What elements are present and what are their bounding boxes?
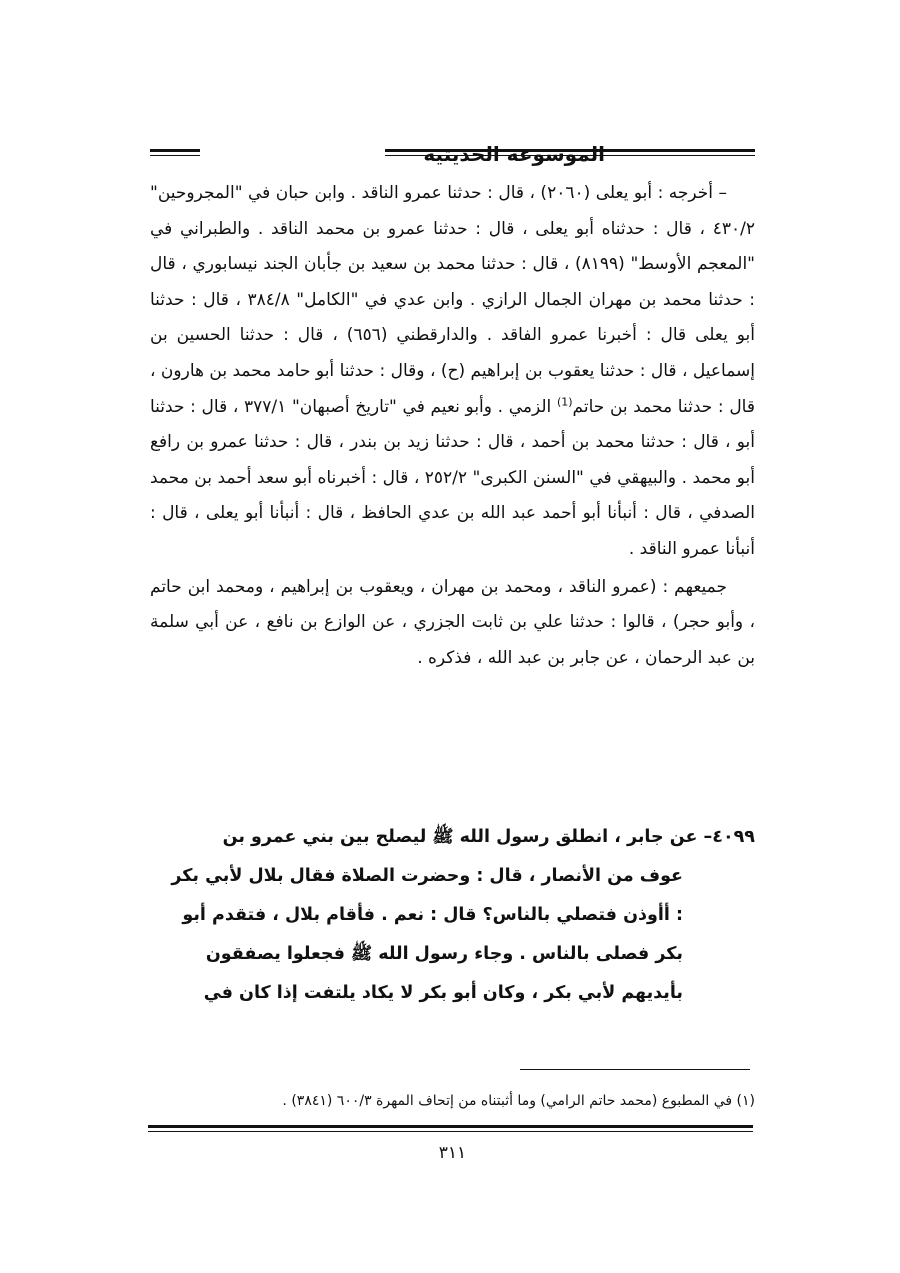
hadith-line: بكر فصلى بالناس . وجاء رسول الله ﷺ فجعلوا يصفقون bbox=[205, 944, 683, 964]
running-title: الموسوعة الحديثية bbox=[423, 142, 605, 166]
takhrij-paragraph bbox=[150, 176, 755, 568]
hadith-line: ٤٠٩٩– عن جابر ، انطلق رسول الله ﷺ ليصلح بين بني عمرو بن bbox=[222, 827, 755, 847]
footnote-reference: (1) bbox=[556, 394, 573, 408]
hadith-line: عوف من الأنصار ، قال : وحضرت الصلاة فقال بلال لأبي بكر bbox=[171, 866, 683, 886]
hadith-block bbox=[150, 818, 755, 1013]
hadith-line: : أأوذن فتصلي بالناس؟ قال : نعم . فأقام بلال ، فتقدم أبو bbox=[182, 905, 683, 925]
footnote-separator bbox=[520, 1069, 750, 1070]
takhrij-paragraph-text-continued: الزمي . وأبو نعيم في "تاريخ أصبهان" ٣٧٧/١ ، قال : حدثنا أبو ، قال : حدثنا محمد بن أحمد ، قال : حدثنا زيد بن بندر ، قال : حدثنا عمرو بن رافع أبو محمد . والبيهقي في "السنن الكبرى" ٢٥٢/٢ ، قال : أخبرناه أبو سعد أحمد بن محمد الصدفي ، قال : أنبأنا أبو أحمد عبد الله بن عدي الحافظ ، قال : أنبأنا أبو يعلى ، قال : أنبأنا عمرو الناقد . bbox=[150, 396, 755, 559]
footer-rule bbox=[148, 1125, 753, 1132]
takhrij-paragraph-text: – أخرجه : أبو يعلى (٢٠٦٠) ، قال : حدثنا عمرو الناقد . وابن حبان في "المجروحين" ٤٣٠/٢ ، قال : حدثناه أبو يعلى ، قال : حدثنا عمرو بن محمد الناقد . والطبراني في "المعجم الأوسط" (٨١٩٩) ، قال : حدثنا محمد بن سعيد بن جأبان الجند نيسابوري ، قال : حدثنا محمد بن مهران الجمال الرازي . وابن عدي في "الكامل" ٣٨٤/٨ ، قال : حدثنا أبو يعلى قال : أخبرنا عمرو الفاقد . والدارقطني (٦٥٦) ، قال : حدثنا الحسين بن إسماعيل ، قال : حدثنا يعقوب بن إبراهيم (ح) ، وقال : حدثنا أبو حامد محمد بن هارون ، قال : حدثنا محمد بن حاتم bbox=[150, 183, 756, 417]
takhrij-text bbox=[150, 176, 755, 676]
footnote: (١) في المطبوع (محمد حاتم الرامي) وما أثبتناه من إتحاف المهرة ٦٠٠/٣ (٣٨٤١) . bbox=[282, 1093, 755, 1109]
header-rule-right bbox=[385, 149, 755, 156]
page-number: ٣١١ bbox=[438, 1143, 467, 1163]
summary-paragraph: جميعهم : (عمرو الناقد ، ومحمد بن مهران ، ويعقوب بن إبراهيم ، ومحمد ابن حاتم ، وأبو حجر) ، قالوا : حدثنا علي بن ثابت الجزري ، عن الوازع بن نافع ، عن أبي سلمة بن عبد الرحمان ، عن جابر بن عبد الله ، فذكره . bbox=[150, 576, 755, 668]
page-header bbox=[140, 140, 755, 176]
header-rule-left bbox=[150, 149, 200, 156]
hadith-line: بأيديهم لأبي بكر ، وكان أبو بكر لا يكاد يلتفت إذا كان في bbox=[203, 983, 683, 1003]
